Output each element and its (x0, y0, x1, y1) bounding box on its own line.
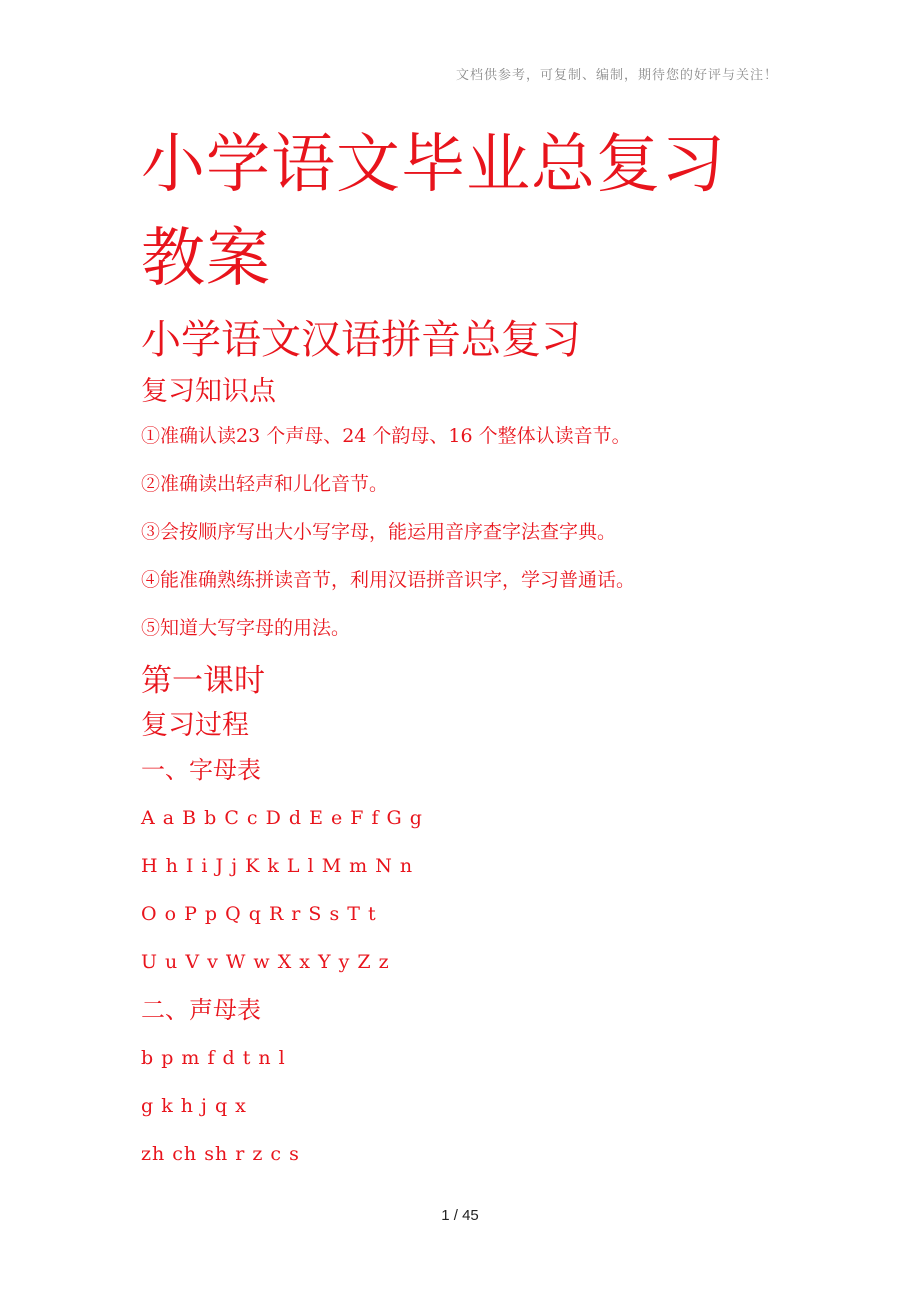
main-title-line1: 小学语文毕业总复习 (141, 128, 726, 202)
page-number: 1 / 45 (441, 1207, 479, 1224)
initials-row: g k h j q x (141, 1095, 247, 1117)
alphabet-row: O o P p Q q R r S s T t (141, 903, 377, 925)
alphabet-heading: 一、字母表 (141, 756, 261, 784)
lesson-title: 第一课时 (141, 663, 265, 699)
review-point: ④能准确熟练拼读音节，利用汉语拼音识字，学习普通话。 (141, 569, 636, 591)
review-point: ①准确认读23 个声母、24 个韵母、16 个整体认读音节。 (141, 425, 631, 447)
alphabet-row: A a B b C c D d E e F f G g (141, 807, 423, 829)
alphabet-row: H h I i J j K k L l M m N n (141, 855, 414, 877)
main-title (141, 118, 791, 306)
review-point: ②准确读出轻声和儿化音节。 (141, 473, 389, 495)
process-heading: 复习过程 (141, 710, 249, 741)
main-title-line2: 教案 (141, 222, 271, 296)
initials-row: zh ch sh r z c s (141, 1143, 300, 1165)
review-point: ⑤知道大写字母的用法。 (141, 617, 351, 639)
review-points-heading: 复习知识点 (141, 376, 276, 407)
initials-heading: 二、声母表 (141, 996, 261, 1024)
subtitle: 小学语文汉语拼音总复习 (141, 317, 581, 363)
initials-row: b p m f d t n l (141, 1047, 286, 1069)
document-body (141, 118, 791, 1178)
alphabet-row: U u V v W w X x Y y Z z (141, 951, 390, 973)
page-header-note: 文档供参考，可复制、编制，期待您的好评与关注！ (455, 68, 778, 83)
review-point: ③会按顺序写出大小写字母，能运用音序查字法查字典。 (141, 521, 617, 543)
